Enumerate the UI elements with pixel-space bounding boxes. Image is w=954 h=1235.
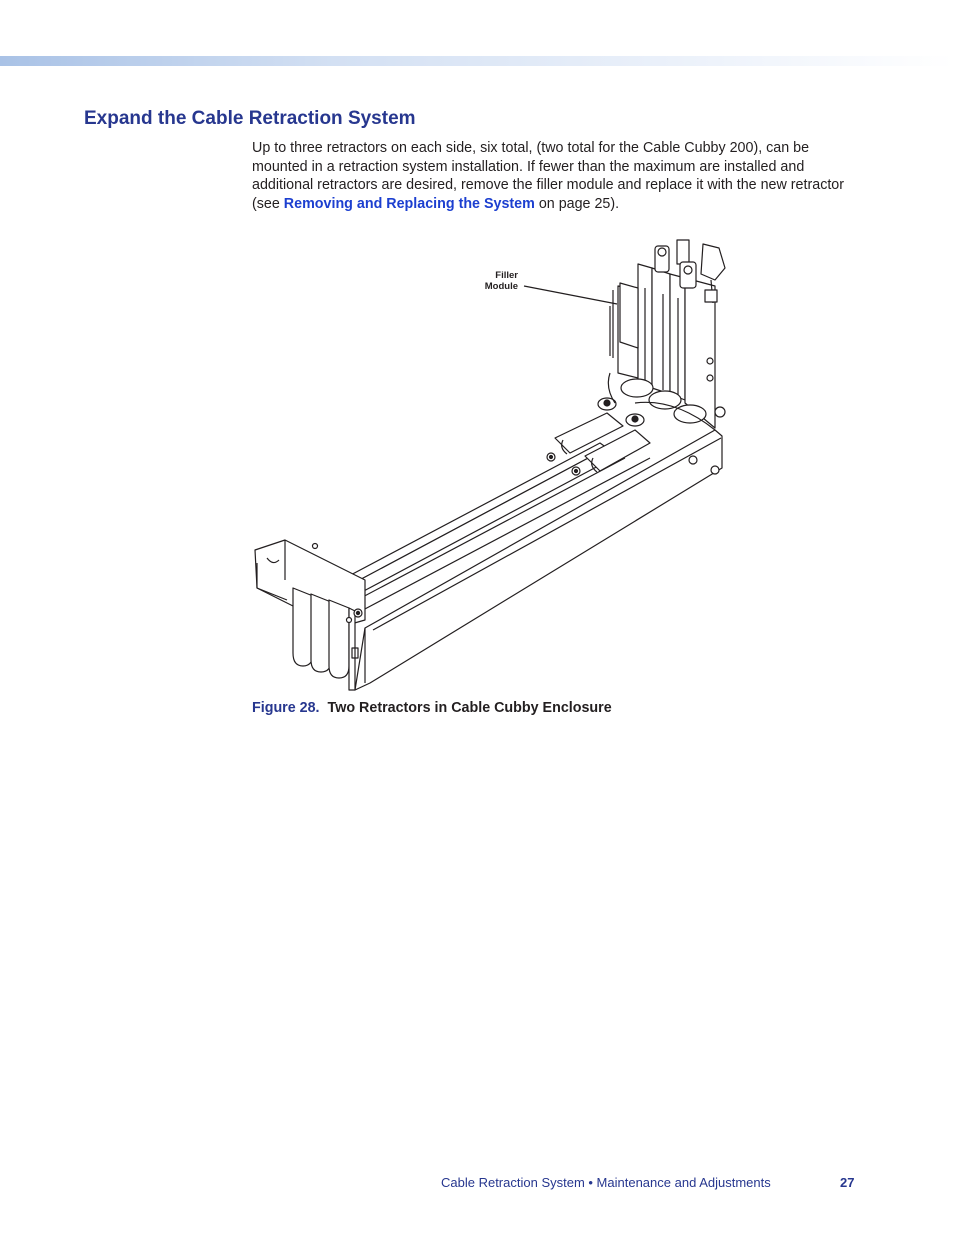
intro-paragraph — [252, 139, 852, 213]
figure-caption — [252, 700, 612, 716]
retractor-line-drawing — [245, 228, 745, 698]
page-number: 27 — [840, 1175, 855, 1190]
intro-text-end: on page 25). — [534, 195, 620, 212]
figure-28-illustration — [245, 228, 745, 698]
cross-reference-link[interactable]: Removing and Replacing the System — [283, 195, 535, 212]
section-heading: Expand the Cable Retraction System — [84, 108, 416, 129]
callout-label-line1: Filler — [495, 270, 518, 281]
header-band — [0, 56, 954, 66]
figure-number: Figure 28. — [252, 700, 320, 716]
callout-leader-line — [524, 286, 617, 304]
footer-running-title: Cable Retraction System • Maintenance and Adjustments — [441, 1175, 771, 1190]
page-footer — [441, 1175, 861, 1190]
intro-text: Up to three retractors on each side, six total, (two total for the Cable Cubby 200), can be mounted in a retraction system installation. If fewer than the maximum are installed and additional retractors are desired, remove the filler module and replace it with the new retractor (see — [252, 140, 845, 212]
callout-label-line2: Module — [484, 281, 518, 292]
figure-title: Two Retractors in Cable Cubby Enclosure — [327, 700, 612, 716]
